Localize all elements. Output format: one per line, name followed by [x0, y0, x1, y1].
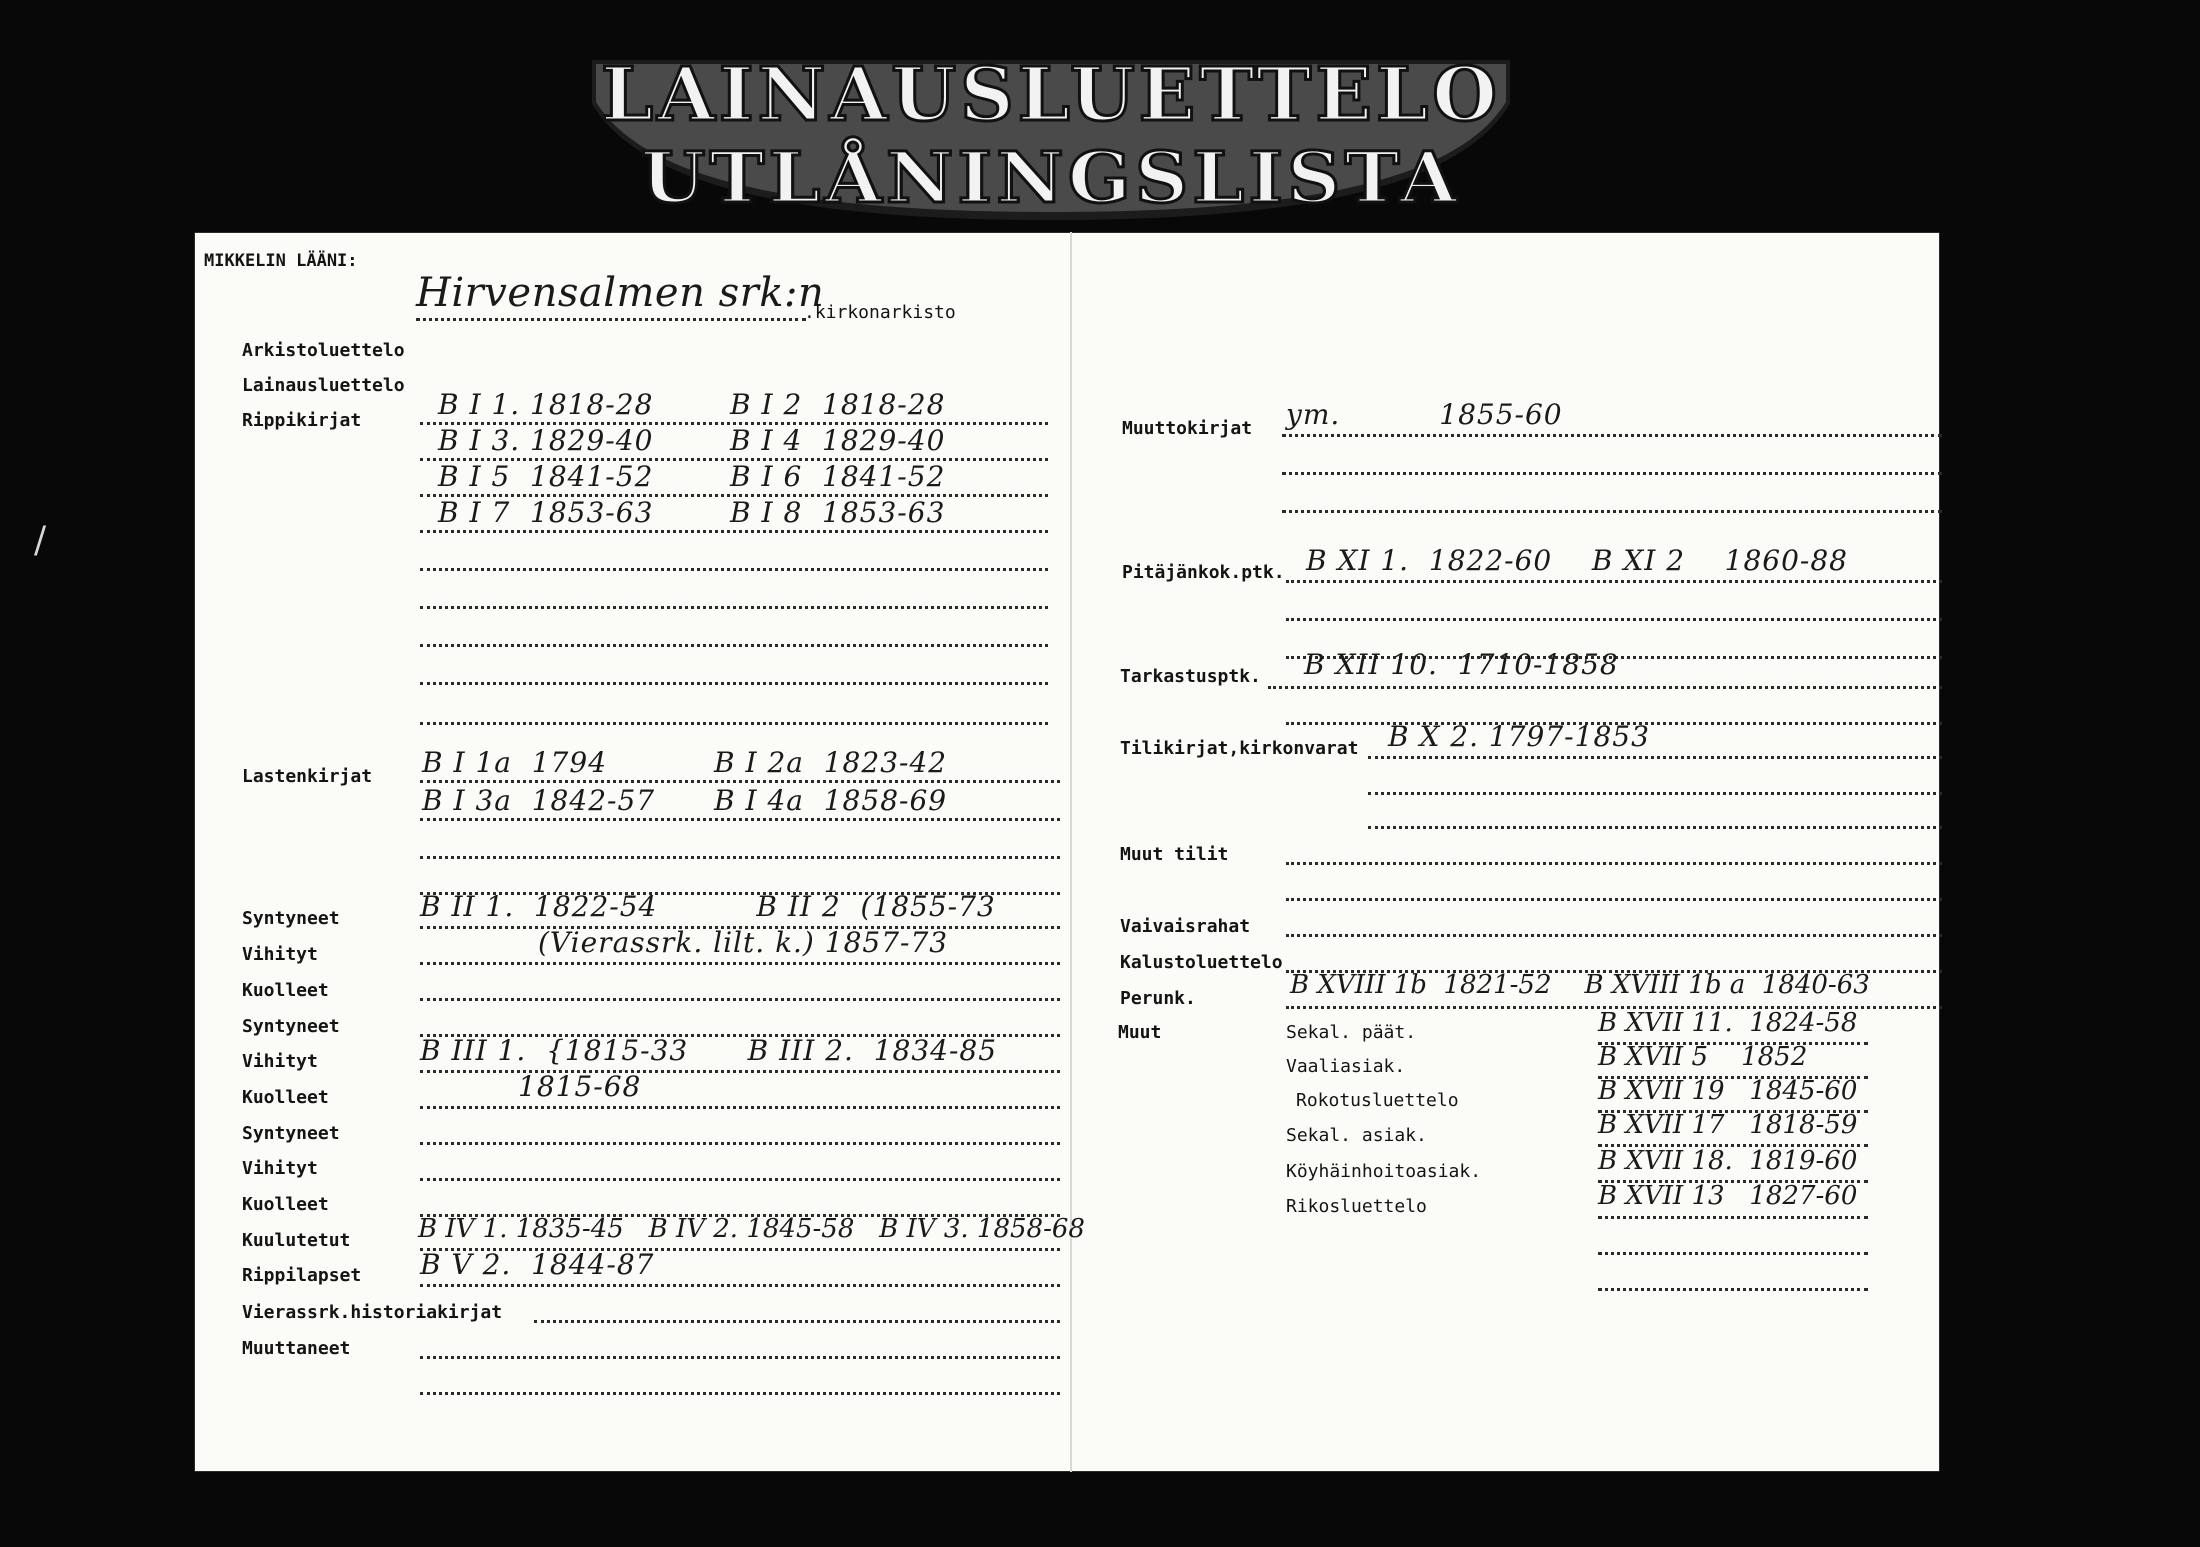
- label-pitajankok: Pitäjänkok.ptk.: [1122, 562, 1285, 583]
- label-kuolleet-3: Kuolleet: [242, 1194, 329, 1215]
- lasten-row-1b: B I 2a 1823-42: [714, 746, 948, 779]
- label-kuolleet-2: Kuolleet: [242, 1087, 329, 1108]
- lasten-row-2a: B I 3a 1842-57: [422, 784, 656, 817]
- muut-item-label: Köyhäinhoitoasiak.: [1286, 1161, 1482, 1182]
- rippilapset-value: B V 2. 1844-87: [420, 1248, 655, 1281]
- label-syntyneet-3: Syntyneet: [242, 1123, 340, 1144]
- label-syntyneet-1: Syntyneet: [242, 908, 340, 929]
- rippi-row-3b: B I 6 1841-52: [730, 460, 946, 493]
- dots-rippilapset: [420, 1284, 1060, 1287]
- dots-vaivaisrahat: [1286, 934, 1942, 937]
- dots-vihityt-3: [420, 1178, 1060, 1181]
- muut-item-label: Vaaliasiak.: [1286, 1056, 1406, 1077]
- label-vierassrk: Vierassrk.historiakirjat: [242, 1302, 503, 1323]
- dots-blank-3: [420, 644, 1048, 647]
- muut-item-value: B XVII 18. 1819-60: [1598, 1146, 1858, 1176]
- muut-item-label: Sekal. päät.: [1286, 1022, 1417, 1043]
- dots-muut-tilit-1: [1286, 862, 1942, 865]
- dots-blank-4: [420, 682, 1048, 685]
- dots-blank-2: [420, 606, 1048, 609]
- dots-blank-1: [420, 568, 1048, 571]
- label-muuttokirjat: Muuttokirjat: [1122, 418, 1253, 439]
- tilikirjat-value: B X 2. 1797-1853: [1388, 720, 1650, 753]
- muut-item-label: Rokotusluettelo: [1296, 1090, 1459, 1111]
- dots-kuolleet-1: [420, 998, 1060, 1001]
- dots-tilikirjat-1: [1368, 756, 1942, 759]
- pitajankok-value: B XI 1. 1822-60 B XI 2 1860-88: [1306, 544, 1848, 577]
- label-vihityt-3: Vihityt: [242, 1158, 318, 1179]
- parish-dots: [416, 318, 806, 321]
- label-kuulutetut: Kuulutetut: [242, 1230, 351, 1251]
- dots-muuttaneet-1: [420, 1356, 1060, 1359]
- dots-muuttokirjat-1: [1282, 434, 1942, 437]
- label-syntyneet-2: Syntyneet: [242, 1016, 340, 1037]
- label-lainausluettelo: Lainausluettelo: [242, 375, 405, 396]
- rippi-row-2a: B I 3. 1829-40: [438, 424, 654, 457]
- tarkastusptk-value: B XII 10. 1710-1858: [1304, 648, 1619, 681]
- dots-muut-blank-1: [1598, 1252, 1868, 1255]
- banner-line1: LAINAUSLUETTELO: [601, 52, 1501, 138]
- dots-lasten-2: [420, 818, 1060, 821]
- banner-line2: UTLÅNINGSLISTA: [641, 136, 1461, 219]
- label-muut: Muut: [1118, 1022, 1162, 1043]
- label-kalustoluettelo: Kalustoluettelo: [1120, 952, 1283, 973]
- parish-name: Hirvensalmen srk:n: [416, 270, 825, 316]
- archive-suffix: .kirkonarkisto: [804, 302, 956, 323]
- edge-mark: /: [34, 520, 47, 561]
- kuulutetut-value: B IV 1. 1835-45 B IV 2. 1845-58 B IV 3. 1858-68: [418, 1214, 1085, 1244]
- vihityt-1-value: (Vierassrk. lilt. k.) 1857-73: [538, 926, 949, 959]
- dots-muuttokirjat-2: [1282, 472, 1942, 475]
- muut-item-value: B XVII 17 1818-59: [1598, 1110, 1858, 1140]
- muut-item-value: B XVII 11. 1824-58: [1598, 1008, 1858, 1038]
- muut-item-value: B XVII 5 1852: [1598, 1042, 1808, 1072]
- vihityt-2-value: B III 1. {1815-33 B III 2. 1834-85: [420, 1034, 998, 1067]
- dots-muuttaneet-2: [420, 1392, 1060, 1395]
- label-arkistoluettelo: Arkistoluettelo: [242, 340, 405, 361]
- province-label: MIKKELIN LÄÄNI:: [204, 251, 358, 271]
- perunk-value: B XVIII 1b 1821-52 B XVIII 1b a 1840-63: [1290, 970, 1870, 1000]
- muut-item-value: B XVII 19 1845-60: [1598, 1076, 1858, 1106]
- dots-kuolleet-2: [420, 1106, 1060, 1109]
- label-rippikirjat: Rippikirjat: [242, 410, 362, 431]
- dots-vierassrk: [534, 1320, 1060, 1323]
- muut-item-label: Sekal. asiak.: [1286, 1125, 1427, 1146]
- muut-item-value: B XVII 13 1827-60: [1598, 1181, 1858, 1211]
- dots-muut-item: [1598, 1216, 1868, 1219]
- label-muuttaneet: Muuttaneet: [242, 1338, 351, 1359]
- dots-tarkastusptk-1: [1268, 686, 1942, 689]
- label-muut-tilit: Muut tilit: [1120, 844, 1229, 865]
- rippi-row-1b: B I 2 1818-28: [730, 388, 946, 421]
- title-banner: [582, 52, 1520, 224]
- dots-rippi-4: [420, 530, 1048, 533]
- rippi-row-2b: B I 4 1829-40: [730, 424, 946, 457]
- rippi-row-4b: B I 8 1853-63: [730, 496, 946, 529]
- lasten-row-1a: B I 1a 1794: [422, 746, 608, 779]
- lasten-row-2b: B I 4a 1858-69: [714, 784, 948, 817]
- dots-pitajankok-1: [1286, 580, 1942, 583]
- dots-tilikirjat-2: [1368, 792, 1942, 795]
- label-tilikirjat: Tilikirjat,kirkonvarat: [1120, 738, 1359, 759]
- rippi-row-4a: B I 7 1853-63: [438, 496, 654, 529]
- muuttokirjat-value: ym. 1855-60: [1286, 398, 1563, 431]
- syntyneet-1-value: B II 1. 1822-54 B II 2 (1855-73: [420, 890, 996, 923]
- dots-pitajankok-2: [1286, 618, 1942, 621]
- label-perunk: Perunk.: [1120, 988, 1196, 1009]
- dots-tilikirjat-3: [1368, 826, 1942, 829]
- label-vihityt-1: Vihityt: [242, 944, 318, 965]
- dots-lasten-3: [420, 856, 1060, 859]
- dots-syntyneet-3: [420, 1142, 1060, 1145]
- label-rippilapset: Rippilapset: [242, 1265, 362, 1286]
- dots-muuttokirjat-3: [1282, 510, 1942, 513]
- dots-muut-tilit-2: [1286, 898, 1942, 901]
- kuolleet-2-value: 1815-68: [518, 1070, 642, 1103]
- muut-item-label: Rikosluettelo: [1286, 1196, 1427, 1217]
- card-fold: [1070, 232, 1072, 1472]
- dots-vihityt-1: [420, 962, 1060, 965]
- label-vihityt-2: Vihityt: [242, 1051, 318, 1072]
- rippi-row-1a: B I 1. 1818-28: [438, 388, 654, 421]
- dots-muut-blank-2: [1598, 1288, 1868, 1291]
- dots-vihityt-2: [420, 1070, 1060, 1073]
- label-lastenkirjat: Lastenkirjat: [242, 766, 373, 787]
- dots-lasten-1: [420, 780, 1060, 783]
- dots-blank-5: [420, 722, 1048, 725]
- label-kuolleet-1: Kuolleet: [242, 980, 329, 1001]
- rippi-row-3a: B I 5 1841-52: [438, 460, 654, 493]
- label-tarkastusptk: Tarkastusptk.: [1120, 666, 1261, 687]
- label-vaivaisrahat: Vaivaisrahat: [1120, 916, 1251, 937]
